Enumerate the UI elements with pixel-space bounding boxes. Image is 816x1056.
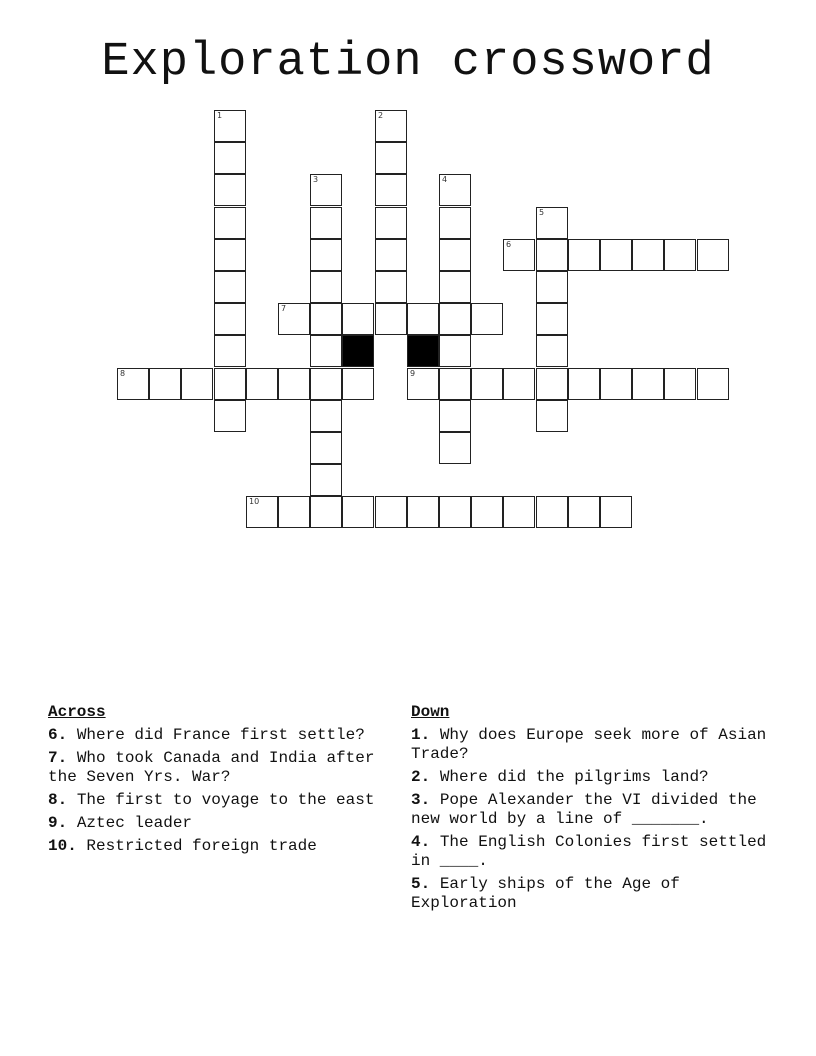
crossword-cell[interactable] [503,368,535,400]
crossword-cell[interactable] [439,400,471,432]
across-clue-9: 9. Aztec leader [48,814,193,832]
crossword-cell[interactable] [536,271,568,303]
cell-number: 8 [120,369,126,378]
across-clue-7: 7. Who took Canada and India after the Seven Yrs. War? [48,749,375,786]
crossword-cell[interactable] [697,368,729,400]
crossword-cell[interactable] [697,239,729,271]
crossword-cell[interactable] [632,368,664,400]
crossword-cell[interactable] [536,368,568,400]
crossword-cell[interactable] [568,368,600,400]
crossword-cell[interactable] [214,110,246,142]
down-heading: Down [411,703,450,721]
crossword-cell[interactable] [214,303,246,335]
cell-number: 4 [442,175,448,184]
crossword-cell[interactable] [278,368,310,400]
crossword-cell[interactable] [310,368,342,400]
crossword-cell[interactable] [536,496,568,528]
crossword-cell[interactable] [342,368,374,400]
down-clue-1: 1. Why does Europe seek more of Asian Trade? [411,726,767,763]
cell-number: 3 [313,175,319,184]
down-clues [411,703,771,917]
crossword-cell[interactable] [375,110,407,142]
crossword-cell[interactable] [278,303,310,335]
crossword-cell[interactable] [536,303,568,335]
crossword-cell[interactable] [536,207,568,239]
crossword-cell[interactable] [375,271,407,303]
crossword-cell[interactable] [375,239,407,271]
crossword-cell[interactable] [471,496,503,528]
crossword-cell[interactable] [214,142,246,174]
crossword-cell[interactable] [214,271,246,303]
crossword-cell[interactable] [568,239,600,271]
crossword-cell[interactable] [439,303,471,335]
crossword-cell[interactable] [439,432,471,464]
down-clue-3: 3. Pope Alexander the VI divided the new world by a line of _______. [411,791,757,828]
crossword-cell[interactable] [342,303,374,335]
crossword-cell[interactable] [536,239,568,271]
crossword-cell[interactable] [503,239,535,271]
page-title: Exploration crossword [101,36,715,89]
crossword-cell[interactable] [310,174,342,206]
crossword-cell[interactable] [214,400,246,432]
cell-number: 5 [539,208,545,217]
crossword-cell[interactable] [375,207,407,239]
crossword-cell[interactable] [375,303,407,335]
crossword-cell[interactable] [310,496,342,528]
crossword-cell[interactable] [310,432,342,464]
crossword-cell[interactable] [375,174,407,206]
crossword-cell[interactable] [246,368,278,400]
cell-number: 7 [281,304,287,313]
crossword-cell[interactable] [471,303,503,335]
down-clue-2: 2. Where did the pilgrims land? [411,768,709,786]
crossword-cell[interactable] [407,303,439,335]
crossword-cell[interactable] [181,368,213,400]
down-clue-4: 4. The English Colonies first settled in ____. [411,833,767,870]
crossword-cell[interactable] [439,174,471,206]
crossword-cell[interactable] [632,239,664,271]
crossword-block [342,335,374,367]
crossword-cell[interactable] [214,207,246,239]
cell-number: 9 [410,369,416,378]
crossword-cell[interactable] [664,368,696,400]
crossword-cell[interactable] [278,496,310,528]
crossword-cell[interactable] [536,335,568,367]
crossword-cell[interactable] [310,335,342,367]
crossword-cell[interactable] [214,368,246,400]
across-heading: Across [48,703,106,721]
crossword-cell[interactable] [407,496,439,528]
crossword-cell[interactable] [310,207,342,239]
crossword-cell[interactable] [310,400,342,432]
cell-number: 2 [378,111,384,120]
crossword-cell[interactable] [310,271,342,303]
crossword-cell[interactable] [503,496,535,528]
down-clue-5: 5. Early ships of the Age of Exploration [411,875,680,912]
crossword-cell[interactable] [407,368,439,400]
crossword-cell[interactable] [439,368,471,400]
cell-number: 10 [249,497,260,506]
across-clues [48,703,398,860]
across-clue-10: 10. Restricted foreign trade [48,837,317,855]
crossword-cell[interactable] [471,368,503,400]
cell-number: 1 [217,111,223,120]
crossword-cell[interactable] [439,496,471,528]
crossword-cell[interactable] [375,142,407,174]
crossword-cell[interactable] [214,335,246,367]
crossword-cell[interactable] [342,496,374,528]
crossword-cell[interactable] [536,400,568,432]
crossword-cell[interactable] [149,368,181,400]
crossword-cell[interactable] [310,303,342,335]
crossword-cell[interactable] [664,239,696,271]
crossword-cell[interactable] [568,496,600,528]
crossword-block [407,335,439,367]
crossword-cell[interactable] [439,207,471,239]
crossword-cell[interactable] [117,368,149,400]
crossword-cell[interactable] [600,368,632,400]
crossword-cell[interactable] [439,335,471,367]
crossword-cell[interactable] [439,271,471,303]
across-clue-6: 6. Where did France first settle? [48,726,365,744]
crossword-cell[interactable] [214,239,246,271]
crossword-cell[interactable] [600,239,632,271]
crossword-cell[interactable] [310,239,342,271]
crossword-cell[interactable] [214,174,246,206]
crossword-cell[interactable] [439,239,471,271]
crossword-cell[interactable] [310,464,342,496]
crossword-cell[interactable] [375,496,407,528]
across-clue-8: 8. The first to voyage to the east [48,791,375,809]
crossword-cell[interactable] [600,496,632,528]
crossword-cell[interactable] [246,496,278,528]
cell-number: 6 [506,240,512,249]
